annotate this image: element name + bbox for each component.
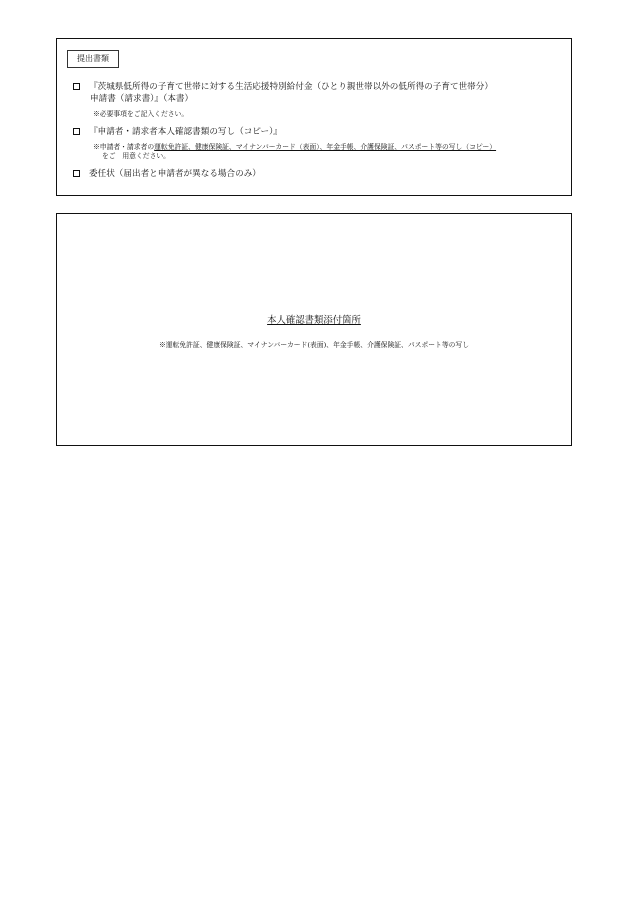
checklist-item-id-copy [73, 127, 282, 138]
application-form-title: 『茨城県低所得の子育て世帯に対する生活応援特別給付金（ひとり親世帯以外の低所得の子育て世帯分） [89, 82, 493, 92]
id-attachment-note: ※運転免許証、健康保険証、マイナンバーカード(表面)、年金手帳、介護保険証、パスポート等の写し [158, 341, 470, 349]
id-copy-note-prefix: ※申請者・請求者の [93, 143, 155, 151]
checkbox-power-of-attorney[interactable] [73, 170, 80, 177]
application-form-note: ※必要事項をご記入ください。 [93, 110, 189, 118]
power-of-attorney-title: 委任状（届出者と申請者が異なる場合のみ） [89, 169, 261, 179]
id-attachment-title: 本人確認書類添付箇所 [267, 315, 361, 326]
application-form-title-continued: 申請書（請求書）』（本書） [90, 94, 194, 104]
id-copy-note-continued: をご 用意ください。 [102, 152, 170, 160]
checkbox-application-form[interactable] [73, 83, 80, 90]
checklist-item-application-form [73, 82, 493, 93]
checkbox-id-copy[interactable] [73, 128, 80, 135]
id-copy-note-documents: 運転免許証、健康保険証、マイナンバーカード（表面）、年金手帳、介護保険証、パスポート等の写し（コピー） [154, 143, 497, 151]
checklist-item-power-of-attorney [73, 169, 261, 180]
submission-documents-label: 提出書類 [67, 50, 119, 68]
id-copy-title: 『申請者・請求者本人確認書類の写し（コピー）』 [89, 127, 283, 137]
id-copy-note [93, 143, 496, 152]
id-attachment-area [56, 213, 572, 446]
submission-documents-box [56, 38, 572, 196]
